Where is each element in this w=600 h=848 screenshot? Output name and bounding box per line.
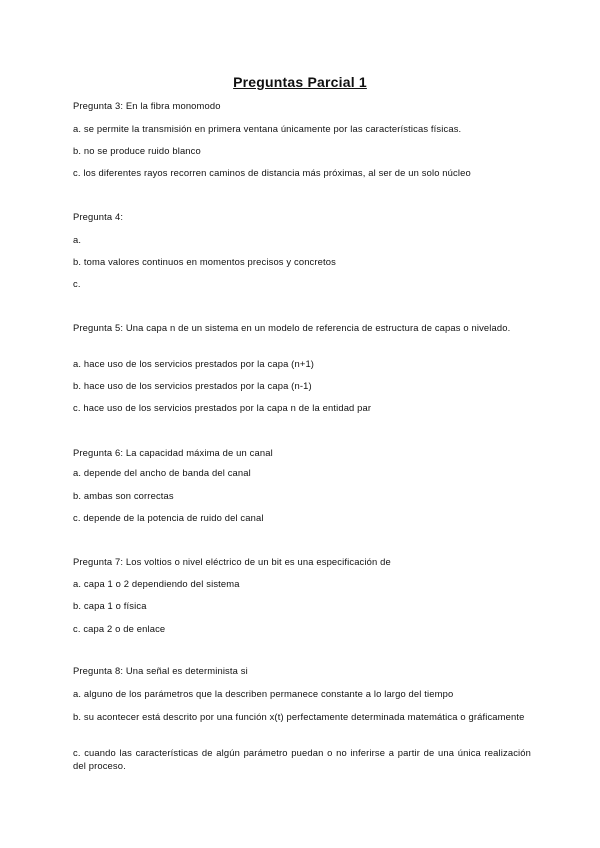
question-5-option-b: b. hace uso de los servicios prestados por la capa (n-1) bbox=[73, 380, 312, 391]
question-5-text: Pregunta 5: Una capa n de un sistema en un modelo de referencia de estructura de capas o nivelado. bbox=[73, 322, 511, 333]
question-7-option-c: c. capa 2 o de enlace bbox=[73, 623, 166, 634]
question-8-text: Pregunta 8: Una señal es determinista si bbox=[73, 665, 248, 676]
question-3-text: Pregunta 3: En la fibra monomodo bbox=[73, 100, 221, 111]
question-7-option-b: b. capa 1 o física bbox=[73, 600, 147, 611]
question-6-option-a: a. depende del ancho de banda del canal bbox=[73, 467, 251, 478]
question-3-option-b: b. no se produce ruido blanco bbox=[73, 145, 201, 156]
question-8-option-c: c. cuando las características de algún parámetro puedan o no inferirse a partir de una única realización del proceso. bbox=[73, 747, 531, 771]
question-5-option-a: a. hace uso de los servicios prestados por la capa (n+1) bbox=[73, 358, 315, 369]
question-6-option-b: b. ambas son correctas bbox=[73, 490, 174, 501]
question-4-option-c: c. bbox=[73, 278, 81, 289]
question-3-option-c: c. los diferentes rayos recorren caminos de distancia más próximas, al ser de un solo núcleo bbox=[73, 167, 471, 178]
question-7-text: Pregunta 7: Los voltios o nivel eléctrico de un bit es una especificación de bbox=[73, 556, 391, 567]
question-5-option-c: c. hace uso de los servicios prestados por la capa n de la entidad par bbox=[73, 402, 372, 413]
page-title: Preguntas Parcial 1 bbox=[233, 74, 367, 90]
question-4-option-a: a. bbox=[73, 234, 82, 245]
question-6-option-c: c. depende de la potencia de ruido del canal bbox=[73, 512, 264, 523]
question-8-option-a: a. alguno de los parámetros que la describen permanece constante a lo largo del tiempo bbox=[73, 688, 454, 699]
question-8-option-b: b. su acontecer está descrito por una función x(t) perfectamente determinada matemática o gráficamente bbox=[73, 711, 525, 722]
question-7-option-a: a. capa 1 o 2 dependiendo del sistema bbox=[73, 578, 240, 589]
question-3-option-a: a. se permite la transmisión en primera ventana únicamente por las características físicas. bbox=[73, 123, 462, 134]
question-6-text: Pregunta 6: La capacidad máxima de un canal bbox=[73, 447, 273, 458]
question-4-option-b: b. toma valores continuos en momentos precisos y concretos bbox=[73, 256, 336, 267]
question-4-text: Pregunta 4: bbox=[73, 211, 124, 222]
